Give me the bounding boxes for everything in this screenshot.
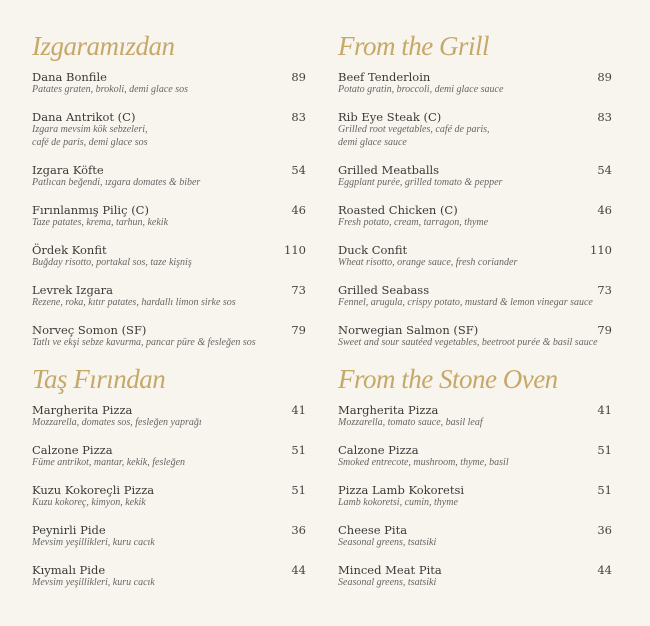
item-price: 54 xyxy=(291,162,306,177)
item-name: Beef Tenderloin xyxy=(338,70,431,84)
item-name: Grilled Seabass xyxy=(338,282,430,297)
item-description: Mozzarella, domates sos, fesleğen yaprağı xyxy=(32,416,202,428)
item-price: 41 xyxy=(291,402,306,417)
item-description: Mevsim yeşillikleri, kuru cacık xyxy=(32,536,155,548)
menu-item xyxy=(338,323,612,350)
item-description: Füme antrikot, mantar, kekik, fesleğen xyxy=(32,456,186,468)
item-price: 51 xyxy=(597,482,612,497)
menu-item xyxy=(338,483,612,510)
section-title: Izgaramızdan xyxy=(32,31,175,61)
menu-item xyxy=(32,403,306,430)
item-description: Smoked entrecote, mushroom, thyme, basil xyxy=(338,456,509,468)
item-name: Pizza Lamb Kokoretsi xyxy=(338,482,465,497)
item-description: demi glace sauce xyxy=(338,136,407,148)
item-name: Peynirli Pide xyxy=(32,522,106,537)
item-price: 51 xyxy=(597,442,612,457)
item-price: 89 xyxy=(291,70,306,84)
menu-item xyxy=(338,110,612,149)
item-price: 44 xyxy=(597,562,612,577)
item-description: Seasonal greens, tsatsiki xyxy=(338,536,437,548)
item-description: Eggplant purée, grilled tomato & pepper xyxy=(338,176,503,188)
item-description: Patlıcan beğendi, ızgara domates & biber xyxy=(32,176,201,188)
item-name: Calzone Pizza xyxy=(32,442,113,457)
menu-item xyxy=(338,243,612,270)
menu-item xyxy=(338,283,612,310)
item-name: Norwegian Salmon (SF) xyxy=(338,322,479,337)
item-description: Mevsim yeşillikleri, kuru cacık xyxy=(32,576,155,588)
section-title: From the Stone Oven xyxy=(338,363,558,394)
item-price: 83 xyxy=(291,110,306,124)
item-price: 73 xyxy=(597,282,612,297)
item-description: Mozzarella, tomato sauce, basil leaf xyxy=(338,416,483,428)
item-description: Fresh potato, cream, tarragon, thyme xyxy=(338,216,489,228)
item-name: Duck Confit xyxy=(338,242,408,257)
item-price: 54 xyxy=(597,162,612,177)
item-name: Margherita Pizza xyxy=(338,402,439,417)
menu-item xyxy=(32,523,306,550)
item-price: 89 xyxy=(597,70,612,84)
item-name: Norveç Somon (SF) xyxy=(32,322,147,337)
item-price: 79 xyxy=(597,322,612,337)
item-description: Potato gratin, broccoli, demi glace sauce xyxy=(338,84,504,95)
menu-item xyxy=(338,70,612,97)
menu-item xyxy=(338,563,612,590)
menu-item xyxy=(338,203,612,230)
item-price: 83 xyxy=(597,110,612,124)
item-description: Taze patates, krema, tarhun, kekik xyxy=(32,216,169,228)
item-description: Izgara mevsim kök sebzeleri, xyxy=(32,124,148,135)
menu-item xyxy=(32,443,306,470)
menu-item xyxy=(32,203,306,230)
item-description: Grilled root vegetables, café de paris, xyxy=(338,124,490,135)
item-name: Ördek Konfit xyxy=(32,242,107,257)
item-price: 73 xyxy=(291,282,306,297)
item-price: 46 xyxy=(597,202,612,217)
item-price: 110 xyxy=(590,242,612,257)
item-name: Margherita Pizza xyxy=(32,402,133,417)
item-name: Minced Meat Pita xyxy=(338,562,442,577)
item-description: Lamb kokoretsi, cumin, thyme xyxy=(338,496,458,508)
item-name: Grilled Meatballs xyxy=(338,162,440,177)
item-name: Rib Eye Steak (C) xyxy=(338,110,442,124)
item-name: Cheese Pita xyxy=(338,522,408,537)
item-price: 36 xyxy=(597,522,612,537)
english-menu-column xyxy=(338,30,612,603)
section-title: Taş Fırından xyxy=(32,363,166,394)
item-name: Dana Antrikot (C) xyxy=(32,110,136,124)
item-price: 110 xyxy=(284,242,306,257)
item-name: Roasted Chicken (C) xyxy=(338,202,458,217)
section-title: From the Grill xyxy=(338,31,489,61)
menu-item xyxy=(32,563,306,590)
item-price: 41 xyxy=(597,402,612,417)
item-name: Fırınlanmış Piliç (C) xyxy=(32,202,149,217)
menu-item xyxy=(32,70,306,97)
item-price: 51 xyxy=(291,442,306,457)
menu-item xyxy=(32,483,306,510)
menu-item xyxy=(338,443,612,470)
menu-item xyxy=(32,243,306,270)
item-description: Buğday risotto, portakal sos, taze kişniş xyxy=(32,256,192,268)
item-description: Rezene, roka, kıtır patates, hardallı limon sirke sos xyxy=(32,296,236,308)
item-description: Kuzu kokoreç, kimyon, kekik xyxy=(32,496,146,508)
menu-section xyxy=(32,30,306,349)
item-description: Tatlı ve ekşi sebze kavurma, pancar püre & fesleğen sos xyxy=(32,336,256,348)
item-name: Kıymalı Pide xyxy=(32,562,106,577)
item-price: 79 xyxy=(291,322,306,337)
menu-section xyxy=(32,363,306,590)
menu-item xyxy=(338,403,612,430)
menu-item xyxy=(338,163,612,190)
menu-section xyxy=(338,363,612,590)
item-name: Levrek Izgara xyxy=(32,282,114,297)
turkish-menu-column xyxy=(32,30,306,603)
menu-item xyxy=(338,523,612,550)
item-price: 44 xyxy=(291,562,306,577)
item-description: café de paris, demi glace sos xyxy=(32,136,148,148)
item-description: Fennel, arugula, crispy potato, mustard & lemon vinegar sauce xyxy=(338,296,593,308)
item-name: Calzone Pizza xyxy=(338,442,419,457)
item-name: Izgara Köfte xyxy=(32,162,104,177)
item-price: 51 xyxy=(291,482,306,497)
menu-item xyxy=(32,163,306,190)
menu-section xyxy=(338,30,612,349)
item-price: 36 xyxy=(291,522,306,537)
item-description: Wheat risotto, orange sauce, fresh coriander xyxy=(338,256,518,268)
menu-item xyxy=(32,323,306,350)
item-name: Kuzu Kokoreçli Pizza xyxy=(32,482,155,497)
item-description: Sweet and sour sautéed vegetables, beetroot purée & basil sauce xyxy=(338,336,598,348)
item-description: Seasonal greens, tsatsiki xyxy=(338,576,437,588)
item-description: Patates graten, brokoli, demi glace sos xyxy=(32,84,188,95)
item-name: Dana Bonfile xyxy=(32,70,107,84)
item-price: 46 xyxy=(291,202,306,217)
menu-item xyxy=(32,283,306,310)
menu-item xyxy=(32,110,306,149)
